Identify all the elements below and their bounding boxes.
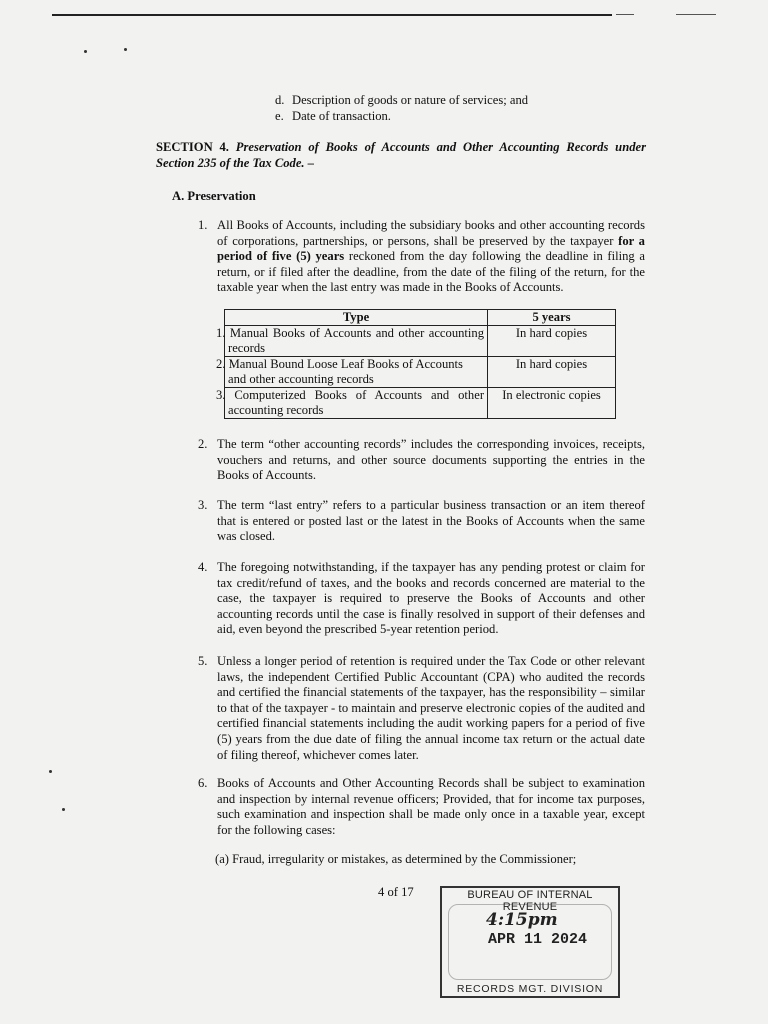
table-header-row	[225, 310, 616, 326]
retention-table	[216, 309, 616, 419]
item-4	[198, 560, 645, 638]
section-title: Preservation of Books of Accounts and Other Accounting Records under Section 235 of the Tax Code. –	[156, 140, 646, 170]
page-number: 4 of 17	[378, 885, 414, 899]
list-marker: d.	[275, 93, 285, 107]
scan-speck	[62, 808, 65, 811]
scan-speck	[84, 50, 87, 53]
list-marker: e.	[275, 108, 284, 123]
scan-top-rule	[52, 14, 612, 16]
table-row	[225, 357, 616, 388]
item-number: 2.	[198, 437, 208, 451]
stamp-date: APR 11 2024	[488, 931, 588, 948]
item-text-post: reckoned from the day following the deadline in filing a return, or if filed after the deadline, from the date of the filing of the return, for the taxable year when the last entry was made in the Books of Accounts.	[217, 249, 645, 295]
scan-rule-fragment	[616, 14, 634, 15]
table-row	[225, 326, 616, 357]
item-2	[198, 437, 645, 484]
item-1	[198, 218, 645, 296]
table-header: 5 years	[488, 310, 616, 326]
item-text: The term “other accounting records” includes the corresponding invoices, receipts, vouchers and returns, and other source documents supporting the entries in the Books of Accounts.	[217, 437, 645, 483]
table-row	[225, 388, 616, 419]
list-text: Description of goods or nature of services; and	[292, 93, 529, 107]
stamp-agency: BUREAU OF INTERNAL REVENUE	[467, 889, 593, 913]
item-6	[198, 776, 645, 838]
scan-speck	[49, 770, 52, 773]
list-item-d	[275, 93, 528, 109]
item-text: Books of Accounts and Other Accounting Records shall be subject to examination and inspection by internal revenue officers; Provided, that for income tax purposes, such examination and inspection shall be made only once in a taxable year, except for the following cases:	[217, 776, 645, 837]
item-text	[217, 218, 645, 296]
scan-speck	[124, 48, 127, 51]
section-label: SECTION 4.	[156, 140, 229, 154]
item-text: Unless a longer period of retention is required under the Tax Code or other relevant laws, the independent Certified Public Accountant (CPA) who audited the records and certified the financial statements of the taxpayer, has the responsibility – similar to that of the taxpayer - to maintain and preserve electronic copies of the audited and certified financial statements including the audit working papers for a period of five (5) years from the due date of filing the annual income tax return or the actual date of filing thereof, whichever comes later.	[217, 654, 645, 762]
subsection-heading: A. Preservation	[172, 189, 256, 203]
item-number: 4.	[198, 560, 208, 574]
item-text-bold: for a period of five (5) years	[217, 233, 645, 264]
received-stamp	[440, 886, 620, 998]
list-item-e	[275, 109, 528, 125]
stamp-handwritten-time: 4:15pm	[486, 910, 558, 930]
list-continuation	[275, 93, 528, 124]
table-cell: 3. Computerized Books of Accounts and other accounting records	[225, 388, 488, 419]
table-cell: 1. Manual Books of Accounts and other accounting records	[225, 326, 488, 357]
table-header: Type	[225, 310, 488, 326]
item-number: 1.	[198, 218, 208, 232]
item-text-pre: All Books of Accounts, including the subsidiary books and other accounting records of corporations, partnerships, or persons, shall be preserved by the taxpayer	[217, 218, 645, 248]
item-text: The term “last entry” refers to a particular business transaction or an item thereof that is entered or posted last or the latest in the Books of Accounts when the same was closed.	[217, 498, 645, 544]
list-text: Date of transaction.	[292, 108, 391, 123]
scan-rule-fragment	[676, 14, 716, 15]
stamp-division: RECORDS MGT. DIVISION	[456, 983, 604, 995]
table-cell: In hard copies	[488, 326, 616, 357]
section-heading	[156, 140, 646, 171]
item-3	[198, 498, 645, 545]
table-cell: In hard copies	[488, 357, 616, 388]
item-text: The foregoing notwithstanding, if the taxpayer has any pending protest or claim for tax credit/refund of taxes, and the books and records concerned are material to the case, the taxpayer is required to preserve the Books of Accounts and other accounting records until the case is finally resolved in support of their defenses and aid, even beyond the prescribed 5-year retention period.	[217, 560, 645, 637]
item-number: 5.	[198, 654, 208, 668]
item-number: 6.	[198, 776, 208, 790]
sub-item-a: (a) Fraud, irregularity or mistakes, as determined by the Commissioner;	[215, 852, 577, 866]
table-cell: In electronic copies	[488, 388, 616, 419]
item-number: 3.	[198, 498, 208, 512]
table-cell: 2. Manual Bound Loose Leaf Books of Accounts and other accounting records	[225, 357, 488, 388]
item-5	[198, 654, 645, 763]
